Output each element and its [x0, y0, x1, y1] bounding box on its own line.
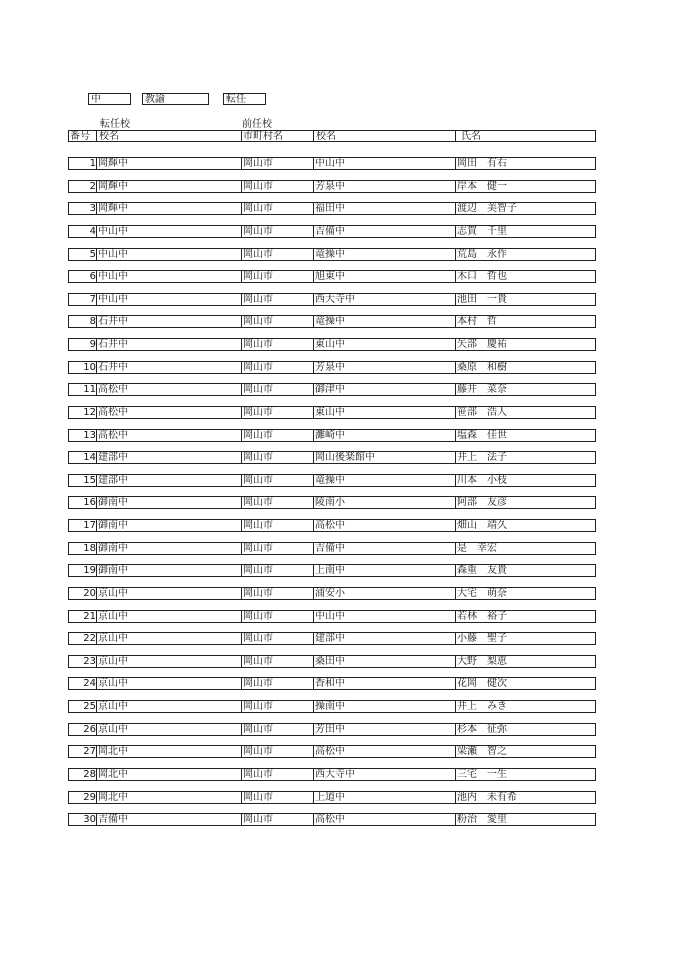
table-row — [68, 745, 596, 758]
table-row — [68, 315, 596, 328]
row-school: 中山中 — [98, 225, 128, 237]
row-prev-school: 竜操中 — [315, 248, 345, 260]
row-prev-school: 西大寺中 — [315, 293, 355, 305]
row-city: 岡山市 — [243, 565, 273, 577]
table-row — [68, 677, 596, 690]
category-label: 中 — [91, 94, 101, 105]
row-name: 渡辺 美智子 — [457, 203, 517, 215]
table-row — [68, 406, 596, 419]
table-header — [68, 130, 596, 142]
row-city: 岡山市 — [243, 203, 273, 215]
row-number: 6 — [89, 271, 96, 283]
row-name: 小藤 聖子 — [457, 633, 507, 645]
row-prev-school: 中山中 — [315, 158, 345, 169]
row-number: 22 — [83, 633, 96, 645]
row-school: 中山中 — [98, 293, 128, 305]
table-row — [68, 429, 596, 442]
row-prev-school: 西大寺中 — [315, 769, 355, 780]
row-city: 岡山市 — [243, 452, 273, 464]
row-number: 23 — [83, 655, 96, 667]
row-city: 岡山市 — [243, 701, 273, 713]
table-row — [68, 768, 596, 781]
row-prev-school: 高松中 — [315, 814, 345, 826]
table-row — [68, 723, 596, 736]
table-row — [68, 587, 596, 600]
table-row — [68, 225, 596, 238]
row-name: 池内 未有希 — [457, 791, 517, 803]
row-city: 岡山市 — [243, 384, 273, 396]
table-row — [68, 383, 596, 396]
row-school: 御南中 — [98, 565, 128, 577]
table-row — [68, 451, 596, 464]
row-prev-school: 浦安小 — [315, 587, 345, 599]
row-number: 9 — [89, 339, 96, 351]
row-prev-school: 操南中 — [315, 701, 345, 713]
row-name: 梁瀬 智之 — [457, 746, 507, 758]
row-prev-school: 香和中 — [315, 678, 345, 690]
row-number: 26 — [83, 723, 96, 735]
row-city: 岡山市 — [243, 225, 273, 237]
row-number: 24 — [83, 678, 96, 690]
row-number: 5 — [89, 248, 96, 260]
row-city: 岡山市 — [243, 655, 273, 667]
row-name: 川本 小枝 — [457, 474, 507, 486]
row-city: 岡山市 — [243, 361, 273, 373]
row-prev-school: 建部中 — [315, 633, 345, 645]
row-city: 岡山市 — [243, 406, 273, 418]
row-school: 石井中 — [98, 361, 128, 373]
row-name: 大宅 萌奈 — [457, 587, 507, 599]
row-school: 御南中 — [98, 542, 128, 554]
row-number: 7 — [89, 293, 96, 305]
row-prev-school: 岡山後楽館中 — [315, 452, 375, 464]
row-prev-school: 陵南小 — [315, 497, 345, 509]
row-number: 18 — [83, 542, 96, 554]
row-prev-school: 東山中 — [315, 339, 345, 351]
row-prev-school: 旭東中 — [315, 271, 345, 283]
type-box — [223, 93, 266, 105]
row-school: 京山中 — [98, 678, 128, 690]
table-row — [68, 700, 596, 713]
row-school: 石井中 — [98, 339, 128, 351]
row-number: 11 — [83, 384, 96, 396]
row-city: 岡山市 — [243, 316, 273, 328]
row-school: 京山中 — [98, 610, 128, 622]
row-prev-school: 灘崎中 — [315, 429, 345, 441]
row-name: 森重 友貴 — [457, 565, 507, 577]
row-prev-school: 吉備中 — [315, 225, 345, 237]
table-row — [68, 496, 596, 509]
row-school: 中山中 — [98, 248, 128, 260]
row-prev-school: 竜操中 — [315, 316, 345, 328]
prev-school-group-label: 前任校 — [242, 119, 272, 130]
row-prev-school: 高松中 — [315, 746, 345, 758]
table-row — [68, 202, 596, 215]
row-city: 岡山市 — [243, 497, 273, 509]
position-label: 教諭 — [145, 94, 165, 105]
row-school: 吉備中 — [98, 814, 128, 826]
table-row — [68, 564, 596, 577]
col-name: 氏名 — [461, 131, 481, 142]
row-city: 岡山市 — [243, 633, 273, 645]
category-box — [88, 93, 131, 105]
row-city: 岡山市 — [243, 293, 273, 305]
row-city: 岡山市 — [243, 339, 273, 351]
row-city: 岡山市 — [243, 474, 273, 486]
row-name: 是 幸宏 — [457, 542, 497, 554]
row-name: 木口 哲也 — [457, 271, 507, 283]
row-number: 15 — [83, 474, 96, 486]
row-prev-school: 芳泉中 — [315, 361, 345, 373]
table-row — [68, 157, 596, 170]
col-prev-school: 校名 — [316, 131, 336, 142]
row-city: 岡山市 — [243, 791, 273, 803]
row-prev-school: 上南中 — [315, 565, 345, 577]
row-prev-school: 芳田中 — [315, 723, 345, 735]
row-number: 25 — [83, 701, 96, 713]
row-school: 建部中 — [98, 474, 128, 486]
row-city: 岡山市 — [243, 542, 273, 554]
row-number: 10 — [83, 361, 96, 373]
row-number: 4 — [89, 225, 96, 237]
row-number: 16 — [83, 497, 96, 509]
table-row — [68, 791, 596, 804]
row-number: 21 — [83, 610, 96, 622]
table-row — [68, 248, 596, 261]
row-name: 矢部 慶祐 — [457, 339, 507, 351]
row-city: 岡山市 — [243, 248, 273, 260]
row-name: 笹部 浩人 — [457, 406, 507, 418]
row-school: 岡北中 — [98, 791, 128, 803]
row-prev-school: 竜操中 — [315, 474, 345, 486]
row-city: 岡山市 — [243, 158, 273, 169]
table-row — [68, 632, 596, 645]
row-name: 若林 裕子 — [457, 610, 507, 622]
row-number: 1 — [89, 158, 96, 169]
table-row — [68, 813, 596, 826]
row-city: 岡山市 — [243, 429, 273, 441]
row-city: 岡山市 — [243, 520, 273, 532]
row-name: 藤井 菜奈 — [457, 384, 507, 396]
row-number: 19 — [83, 565, 96, 577]
row-number: 12 — [83, 406, 96, 418]
row-prev-school: 芳泉中 — [315, 180, 345, 192]
table-row — [68, 542, 596, 555]
row-number: 20 — [83, 587, 96, 599]
row-school: 岡北中 — [98, 769, 128, 780]
row-number: 2 — [89, 180, 96, 192]
row-school: 石井中 — [98, 316, 128, 328]
table-row — [68, 610, 596, 623]
row-name: 井上 法子 — [457, 452, 507, 464]
row-school: 岡北中 — [98, 746, 128, 758]
row-number: 17 — [83, 520, 96, 532]
table-row — [68, 474, 596, 487]
row-prev-school: 吉備中 — [315, 542, 345, 554]
table-row — [68, 293, 596, 306]
row-school: 京山中 — [98, 723, 128, 735]
row-school: 京山中 — [98, 701, 128, 713]
position-box — [142, 93, 209, 105]
col-city: 市町村名 — [243, 131, 283, 142]
row-city: 岡山市 — [243, 746, 273, 758]
row-prev-school: 上道中 — [315, 791, 345, 803]
row-prev-school: 御津中 — [315, 384, 345, 396]
type-label: 転任 — [226, 94, 246, 105]
row-name: 畑山 靖久 — [457, 520, 507, 532]
col-number: 番号 — [70, 131, 90, 142]
row-number: 29 — [83, 791, 96, 803]
row-name: 池田 一貴 — [457, 293, 507, 305]
row-school: 高松中 — [98, 406, 128, 418]
row-school: 中山中 — [98, 271, 128, 283]
row-number: 27 — [83, 746, 96, 758]
row-name: 粉治 愛里 — [457, 814, 507, 826]
row-name: 三宅 一生 — [457, 769, 507, 780]
row-number: 14 — [83, 452, 96, 464]
row-number: 13 — [83, 429, 96, 441]
row-prev-school: 高松中 — [315, 520, 345, 532]
row-school: 建部中 — [98, 452, 128, 464]
table-row — [68, 519, 596, 532]
row-school: 御南中 — [98, 520, 128, 532]
row-number: 30 — [83, 814, 96, 826]
table-row — [68, 338, 596, 351]
row-name: 本村 哲 — [457, 316, 497, 328]
row-school: 京山中 — [98, 587, 128, 599]
row-city: 岡山市 — [243, 271, 273, 283]
row-city: 岡山市 — [243, 180, 273, 192]
row-school: 京山中 — [98, 655, 128, 667]
row-number: 3 — [89, 203, 96, 215]
row-name: 井上 みき — [457, 701, 507, 713]
row-school: 岡輝中 — [98, 180, 128, 192]
row-name: 荒島 永作 — [457, 248, 507, 260]
table-row — [68, 270, 596, 283]
table-row — [68, 655, 596, 668]
row-name: 志賀 千里 — [457, 225, 507, 237]
row-name: 大野 梨恵 — [457, 655, 507, 667]
row-number: 28 — [83, 769, 96, 780]
table-row — [68, 180, 596, 193]
row-name: 塩森 佳世 — [457, 429, 507, 441]
row-name: 杉本 征弥 — [457, 723, 507, 735]
row-school: 京山中 — [98, 633, 128, 645]
row-number: 8 — [89, 316, 96, 328]
row-city: 岡山市 — [243, 587, 273, 599]
row-name: 岡田 有右 — [457, 158, 507, 169]
row-school: 高松中 — [98, 429, 128, 441]
row-city: 岡山市 — [243, 814, 273, 826]
row-prev-school: 福田中 — [315, 203, 345, 215]
row-school: 御南中 — [98, 497, 128, 509]
row-prev-school: 中山中 — [315, 610, 345, 622]
row-prev-school: 桑田中 — [315, 655, 345, 667]
row-city: 岡山市 — [243, 610, 273, 622]
row-name: 岸本 健一 — [457, 180, 507, 192]
row-name: 桑原 和樹 — [457, 361, 507, 373]
row-school: 岡輝中 — [98, 203, 128, 215]
new-school-group-label: 転任校 — [100, 119, 130, 130]
row-city: 岡山市 — [243, 678, 273, 690]
table-row — [68, 361, 596, 374]
row-city: 岡山市 — [243, 723, 273, 735]
row-school: 高松中 — [98, 384, 128, 396]
col-school: 校名 — [99, 131, 119, 142]
row-name: 花岡 健次 — [457, 678, 507, 690]
row-school: 岡輝中 — [98, 158, 128, 169]
row-city: 岡山市 — [243, 769, 273, 780]
row-name: 阿部 友彦 — [457, 497, 507, 509]
row-prev-school: 東山中 — [315, 406, 345, 418]
